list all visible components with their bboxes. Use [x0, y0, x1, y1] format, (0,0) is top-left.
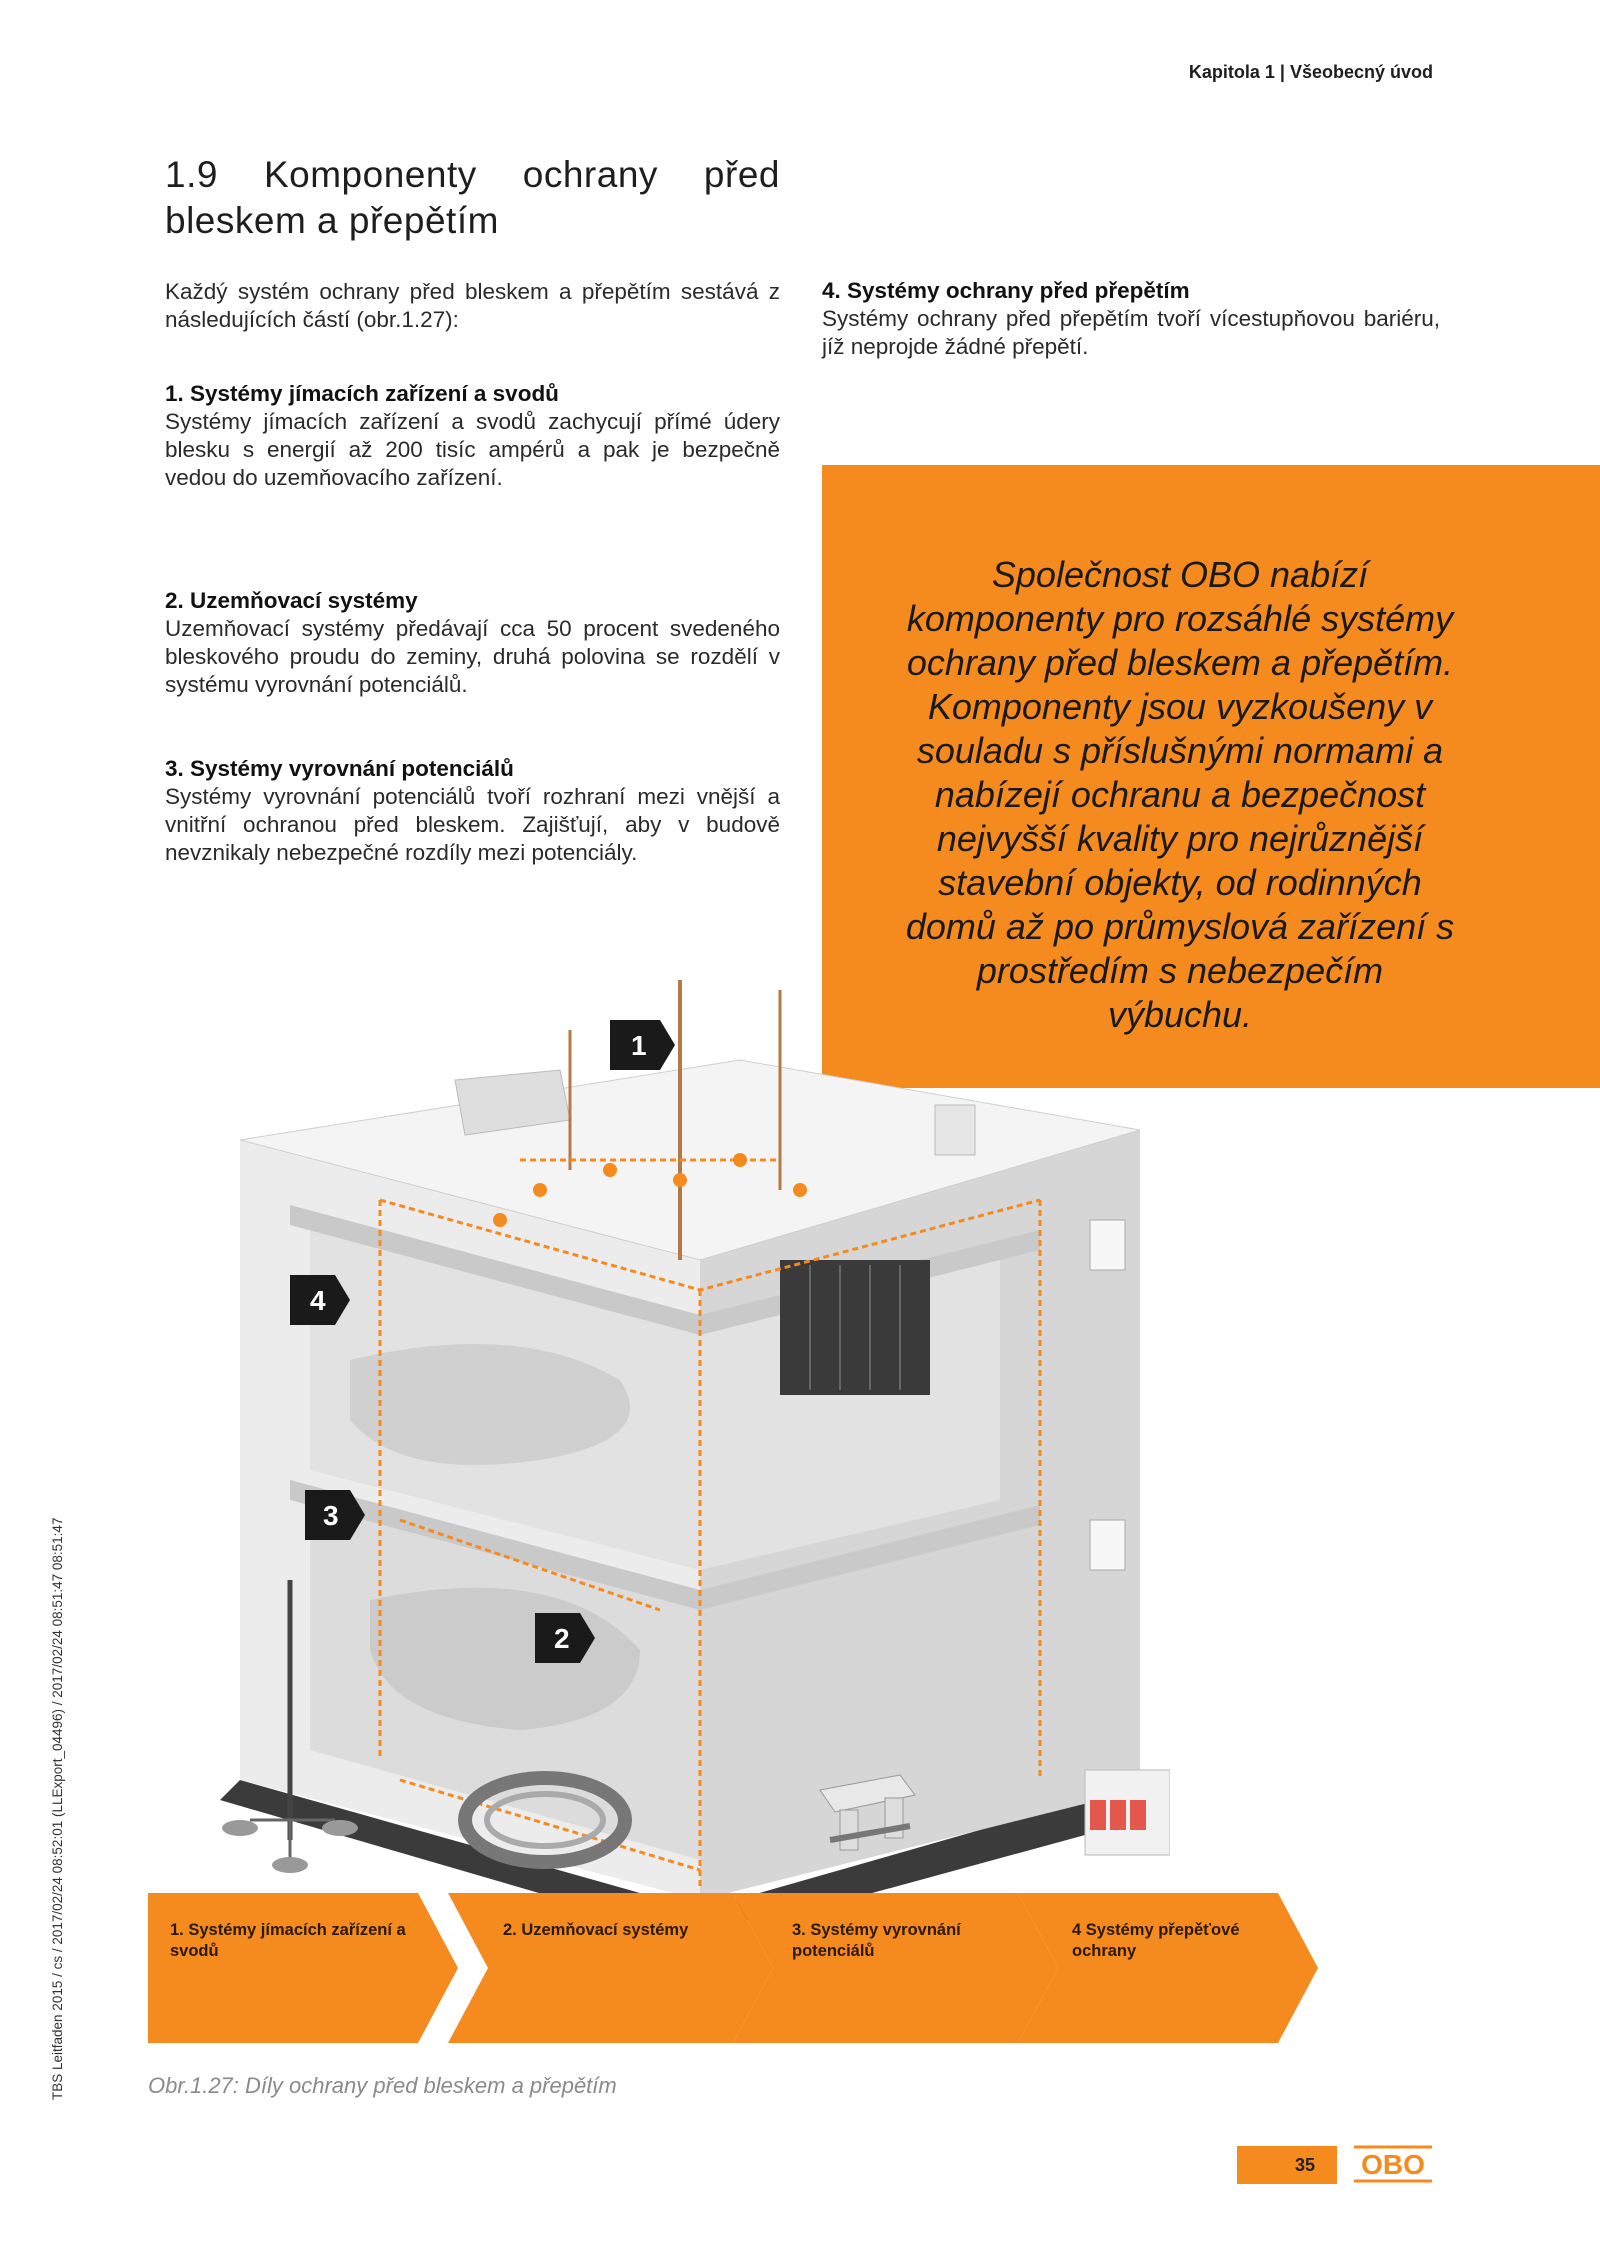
figure-caption: Obr.1.27: Díly ochrany před bleskem a přepětím — [148, 2073, 617, 2098]
section-4-text: Systémy ochrany před přepětím tvoří vícestupňovou bariéru, jíž neprojde žádné přepětí. — [822, 306, 1440, 359]
section-2-title: 2. Uzemňovací systémy — [165, 588, 418, 613]
svg-text:1: 1 — [631, 1030, 647, 1061]
quote-text: Společnost OBO nabízí komponenty pro rozsáhlé systémy ochrany před bleskem a přepětím. Komponenty jsou vyzkoušeny v souladu s příslušnými normami a nabízejí ochranu a bezpečnost nejvyšší kvality pro nejrůznější stavební objekty, od rodinných domů až po průmyslová zařízení s prostředím s nebezpečím výbuchu. — [905, 554, 1455, 1035]
section-2-text: Uzemňovací systémy předávají cca 50 procent svedeného bleskového proudu do zeminy, druhá polovina se rozdělí v systému vyrovnání potenciálů. — [165, 616, 780, 697]
building-illustration — [140, 960, 1170, 1920]
chapter-header: Kapitola 1 | Všeobecný úvod — [1188, 62, 1433, 82]
svg-text:4: 4 — [310, 1285, 326, 1316]
arrow-3 — [733, 1893, 1058, 2043]
svg-text:3: 3 — [323, 1500, 339, 1531]
arrow-label-4: 4 Systémy přepěťové ochrany — [1072, 1921, 1240, 1960]
server-rack — [780, 1260, 930, 1395]
section-1-title: 1. Systémy jímacích zařízení a svodů — [165, 381, 559, 406]
arrow-label-3: 3. Systémy vyrovnání potenciálů — [792, 1921, 961, 1960]
marker-1 — [610, 1020, 675, 1070]
product-surge-protector — [1085, 1770, 1170, 1855]
section-3-text: Systémy vyrovnání potenciálů tvoří rozhraní mezi vnější a vnitřní ochranou před bleskem. Zajišťují, aby v budově nevznikaly nebezpečné rozdíly mezi potenciály. — [165, 784, 780, 865]
arrow-1 — [148, 1893, 458, 2043]
obo-logo — [1352, 2143, 1434, 2185]
process-arrow-bar — [148, 1893, 1318, 2043]
arrow-2 — [448, 1893, 773, 2043]
section-1 — [165, 380, 780, 492]
logo-text: OBO — [1361, 2149, 1425, 2180]
section-3 — [165, 755, 780, 867]
section-4-title: 4. Systémy ochrany před přepětím — [822, 278, 1190, 303]
svg-text:2: 2 — [554, 1623, 570, 1654]
arrow-label-2: 2. Uzemňovací systémy — [503, 1921, 689, 1939]
page-number-box — [1237, 2146, 1337, 2184]
intro-paragraph: Každý systém ochrany před bleskem a přepětím sestává z následujících částí (obr.1.27): — [165, 279, 780, 332]
page-number: 35 — [1294, 2155, 1315, 2175]
section-3-title: 3. Systémy vyrovnání potenciálů — [165, 756, 514, 781]
section-4 — [822, 277, 1440, 361]
print-metadata: TBS Leitfaden 2015 / cs / 2017/02/24 08:52:01 (LLExport_04496) / 2017/02/24 08:51:47 08:51:47 — [50, 1517, 65, 2100]
section-2 — [165, 587, 780, 699]
arrow-label-1: 1. Systémy jímacích zařízení a svodů — [170, 1921, 406, 1960]
roof-vent — [935, 1105, 975, 1155]
section-title: 1.9 Komponenty ochrany před bleskem a přepětím — [165, 154, 780, 241]
arrow-4 — [1018, 1893, 1318, 2043]
section-1-text: Systémy jímacích zařízení a svodů zachycují přímé údery blesku s energií až 200 tisíc ampérů a pak je bezpečně vedou do uzemňovacího zařízení. — [165, 409, 780, 490]
